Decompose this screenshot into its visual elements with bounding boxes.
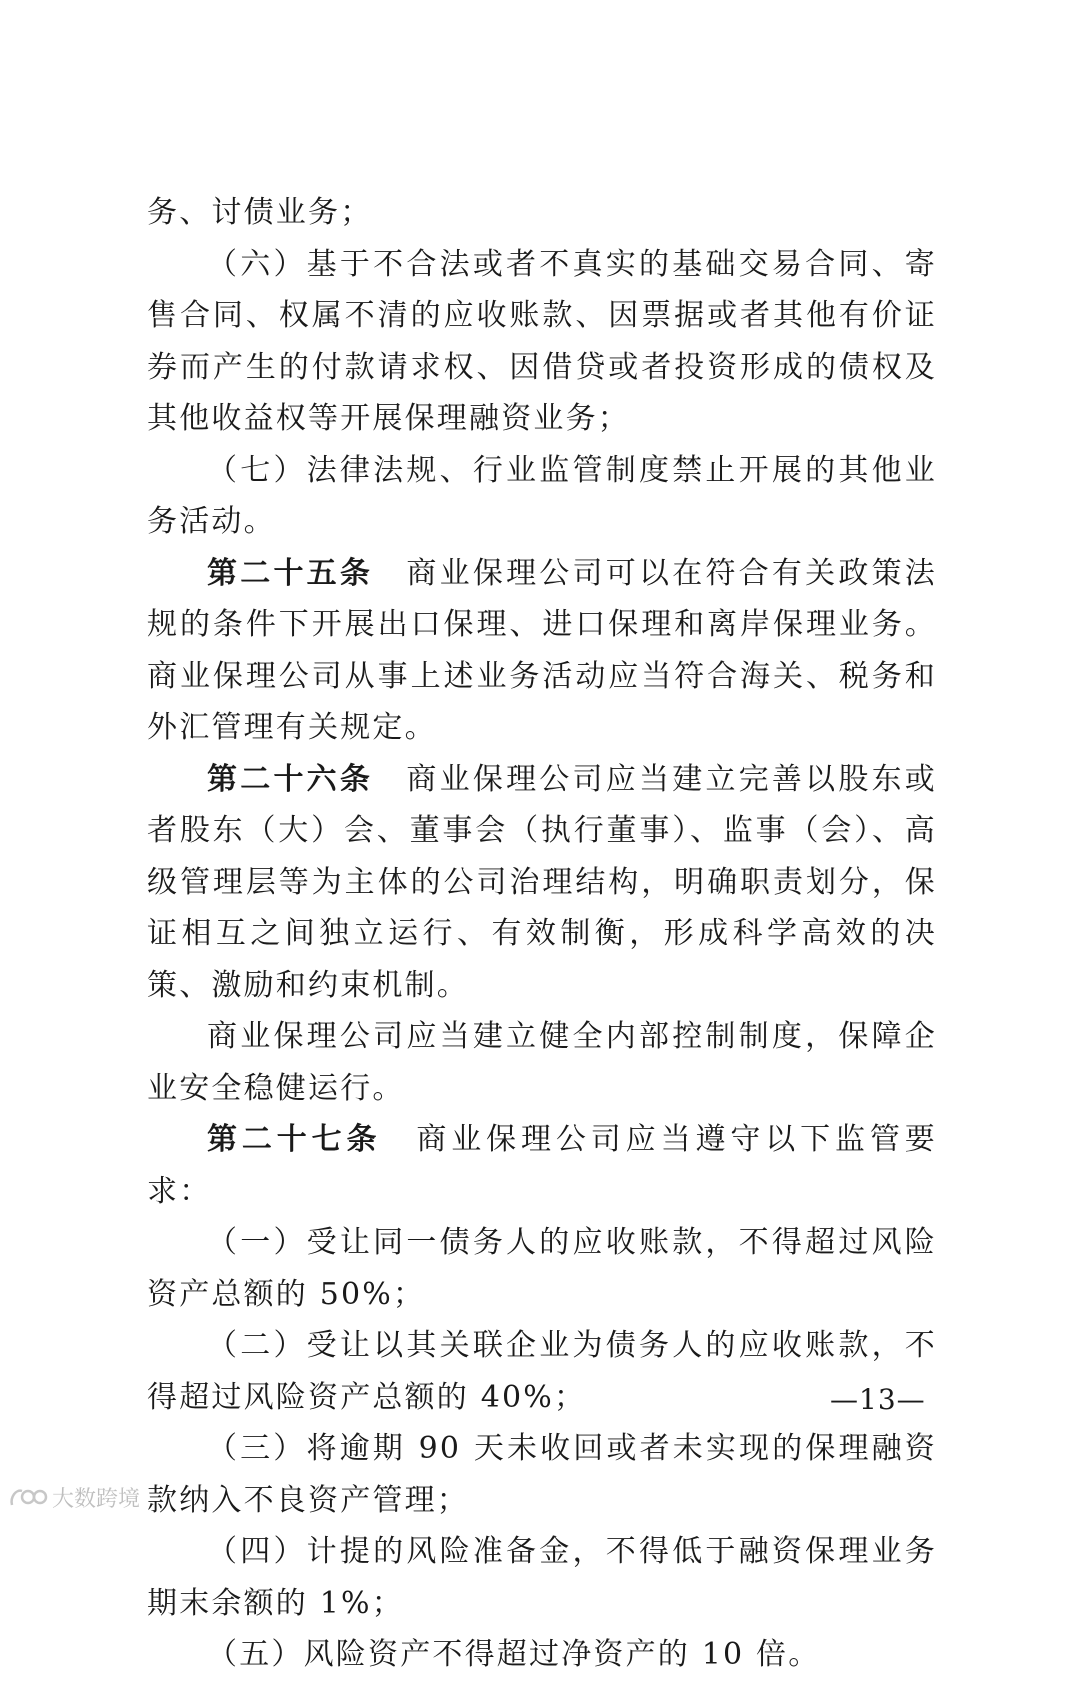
paragraph-text: （三）将逾期 90 天未收回或者未实现的保理融资款纳入不良资产管理； — [147, 1431, 937, 1518]
article-27 — [147, 1114, 937, 1217]
requirement-5 — [147, 1629, 937, 1681]
article-26 — [147, 754, 937, 1012]
paragraph-text: （一）受让同一债务人的应收账款，不得超过风险资产总额的 50%； — [147, 1225, 937, 1312]
requirement-3 — [147, 1423, 937, 1526]
article-25 — [147, 548, 937, 754]
paragraph-text: （四）计提的风险准备金，不得低于融资保理业务期末余额的 1%； — [147, 1534, 937, 1621]
paragraph-text: （六）基于不合法或者不真实的基础交易合同、寄售合同、权属不清的应收账款、因票据或者其他有价证券而产生的付款请求权、因借贷或者投资形成的债权及其他收益权等开展保理融资业务； — [147, 246, 937, 436]
article-heading: 第二十六条 — [207, 761, 374, 797]
brand-logo-icon — [8, 1485, 48, 1511]
page-number: —13— — [830, 1383, 926, 1416]
paragraph-text: （七）法律法规、行业监管制度禁止开展的其他业务活动。 — [147, 452, 937, 539]
paragraph-text: 商业保理公司可以在符合有关政策法规的条件下开展出口保理、进口保理和离岸保理业务。商业保理公司从事上述业务活动应当符合海关、税务和外汇管理有关规定。 — [147, 555, 938, 745]
paragraph-text: 商业保理公司应当建立健全内部控制制度，保障企业安全稳健运行。 — [147, 1019, 937, 1106]
paragraph-text: （五）风险资产不得超过净资产的 10 倍。 — [207, 1637, 821, 1672]
watermark — [8, 1482, 140, 1513]
paragraph-text: （二）受让以其关联企业为债务人的应收账款，不得超过风险资产总额的 40%； — [147, 1328, 937, 1415]
article-heading: 第二十五条 — [207, 555, 374, 591]
paragraph-1 — [147, 187, 937, 239]
watermark-text: 大数跨境 — [52, 1487, 141, 1512]
document-body — [147, 187, 937, 1681]
paragraph-text: 商业保理公司应当遵守以下监管要求： — [147, 1122, 938, 1209]
requirement-2 — [147, 1320, 937, 1423]
requirement-1 — [147, 1217, 937, 1320]
article-heading: 第二十七条 — [207, 1122, 382, 1157]
paragraph-text: 务、讨债业务； — [147, 195, 373, 230]
requirement-4 — [147, 1526, 937, 1629]
paragraph-2 — [147, 239, 937, 445]
paragraph-3 — [147, 445, 937, 548]
paragraph-text: 商业保理公司应当建立完善以股东或者股东（大）会、董事会（执行董事）、监事（会）、高级管理层等为主体的公司治理结构，明确职责划分，保证相互之间独立运行、有效制衡，形成科学高效的决策、激励和约束机制。 — [147, 761, 938, 1003]
paragraph-6 — [147, 1011, 937, 1114]
